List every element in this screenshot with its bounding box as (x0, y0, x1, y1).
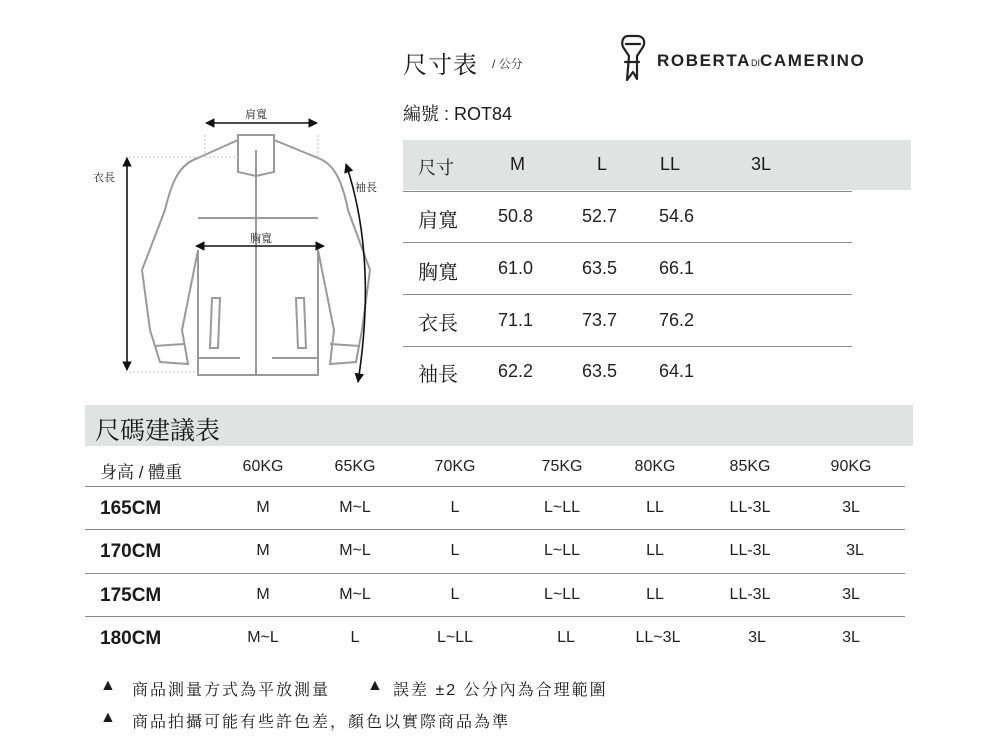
size-cell: 63.5 (582, 258, 618, 278)
rec-header-weight: 75KG (541, 458, 583, 475)
rec-height-170: 170CM (100, 541, 162, 562)
size-cell: 52.7 (582, 206, 618, 226)
size-rule (403, 346, 852, 347)
rec-cell: L~LL (543, 542, 581, 559)
rec-cell: L (350, 629, 360, 646)
size-cell: 63.5 (582, 361, 618, 381)
rec-cell: LL-3L (729, 499, 771, 516)
rec-cell: L (450, 586, 460, 603)
size-header-l: L (597, 154, 608, 174)
scarf-logo-icon (615, 32, 655, 87)
triangle-bullet-icon: ▲ (100, 677, 116, 694)
rec-cell: L (450, 542, 460, 559)
rec-rule (85, 616, 905, 617)
size-cell: 76.2 (659, 310, 695, 330)
size-rule (403, 191, 852, 192)
rec-cell: 3L (846, 542, 864, 559)
rec-header-weight: 90KG (830, 458, 872, 475)
size-table-header-band (403, 140, 911, 190)
size-cell: 54.6 (659, 206, 695, 226)
rec-header-weight: 60KG (242, 458, 284, 475)
rec-cell: L~LL (543, 586, 581, 603)
rec-cell: LL (646, 542, 664, 559)
size-cell: 71.1 (498, 310, 534, 330)
rec-cell: LL-3L (729, 586, 771, 603)
rec-header-weight: 80KG (634, 458, 676, 475)
label-chest: 胸寬 (250, 233, 272, 245)
size-cell: 66.1 (659, 258, 695, 278)
size-row-label-shoulder: 肩寬 (418, 210, 458, 232)
size-rule (403, 242, 852, 243)
size-header-ll: LL (660, 154, 681, 174)
label-shoulder: 肩寬 (245, 109, 267, 121)
rec-rule (85, 486, 905, 487)
size-cell: 64.1 (659, 361, 695, 381)
jacket-diagram (80, 100, 400, 400)
rec-header-weight: 70KG (434, 458, 476, 475)
rec-rule (85, 529, 905, 530)
rec-cell: M~L (247, 629, 279, 646)
note-tolerance: 誤差 ±2 公分內為合理範圍 (393, 682, 608, 699)
rec-cell: LL (557, 629, 575, 646)
product-code: 編號 : ROT84 (403, 104, 513, 124)
size-header-3l: 3L (751, 154, 772, 174)
rec-cell: L~LL (543, 499, 581, 516)
triangle-bullet-icon: ▲ (367, 677, 383, 694)
size-header-m: M (510, 154, 525, 174)
rec-cell: 3L (842, 586, 860, 603)
rec-rule (85, 573, 905, 574)
rec-cell: M (256, 499, 270, 516)
rec-cell: LL (646, 499, 664, 516)
rec-cell: 3L (842, 629, 860, 646)
rec-header-label: 身高 / 體重 (100, 463, 183, 482)
rec-cell: M~L (339, 542, 371, 559)
rec-header-weight: 65KG (334, 458, 376, 475)
size-rule (403, 294, 852, 295)
size-cell: 50.8 (498, 206, 534, 226)
brand-name: ROBERTADICAMERINO (657, 51, 866, 70)
note-measure: 商品測量方式為平放測量 (132, 682, 331, 699)
recommendation-title: 尺碼建議表 (95, 417, 221, 445)
rec-cell: 3L (748, 629, 766, 646)
rec-height-180: 180CM (100, 628, 162, 649)
size-row-label-length: 衣長 (418, 313, 458, 335)
rec-cell: M (256, 542, 270, 559)
note-color: 商品拍攝可能有些許色差，顏色以實際商品為準 (132, 714, 511, 731)
rec-height-165: 165CM (100, 498, 162, 519)
size-row-label-sleeve: 袖長 (418, 364, 458, 386)
unit-label: / 公分 (492, 57, 523, 71)
size-row-label-chest: 胸寬 (418, 262, 458, 284)
rec-cell: M~L (339, 586, 371, 603)
rec-cell: M~L (339, 499, 371, 516)
rec-cell: L~LL (436, 629, 474, 646)
rec-cell: M (256, 586, 270, 603)
triangle-bullet-icon: ▲ (100, 709, 116, 726)
size-cell: 62.2 (498, 361, 534, 381)
rec-cell: 3L (842, 499, 860, 516)
label-length: 衣長 (93, 172, 115, 184)
rec-cell: LL-3L (729, 542, 771, 559)
size-header-label: 尺寸 (418, 158, 454, 178)
rec-cell: L (450, 499, 460, 516)
page-title: 尺寸表 (403, 52, 478, 79)
rec-cell: LL~3L (635, 629, 681, 646)
size-cell: 73.7 (582, 310, 618, 330)
rec-cell: LL (646, 586, 664, 603)
label-sleeve: 袖長 (355, 182, 377, 194)
size-cell: 61.0 (498, 258, 534, 278)
rec-header-weight: 85KG (729, 458, 771, 475)
rec-height-175: 175CM (100, 585, 162, 606)
